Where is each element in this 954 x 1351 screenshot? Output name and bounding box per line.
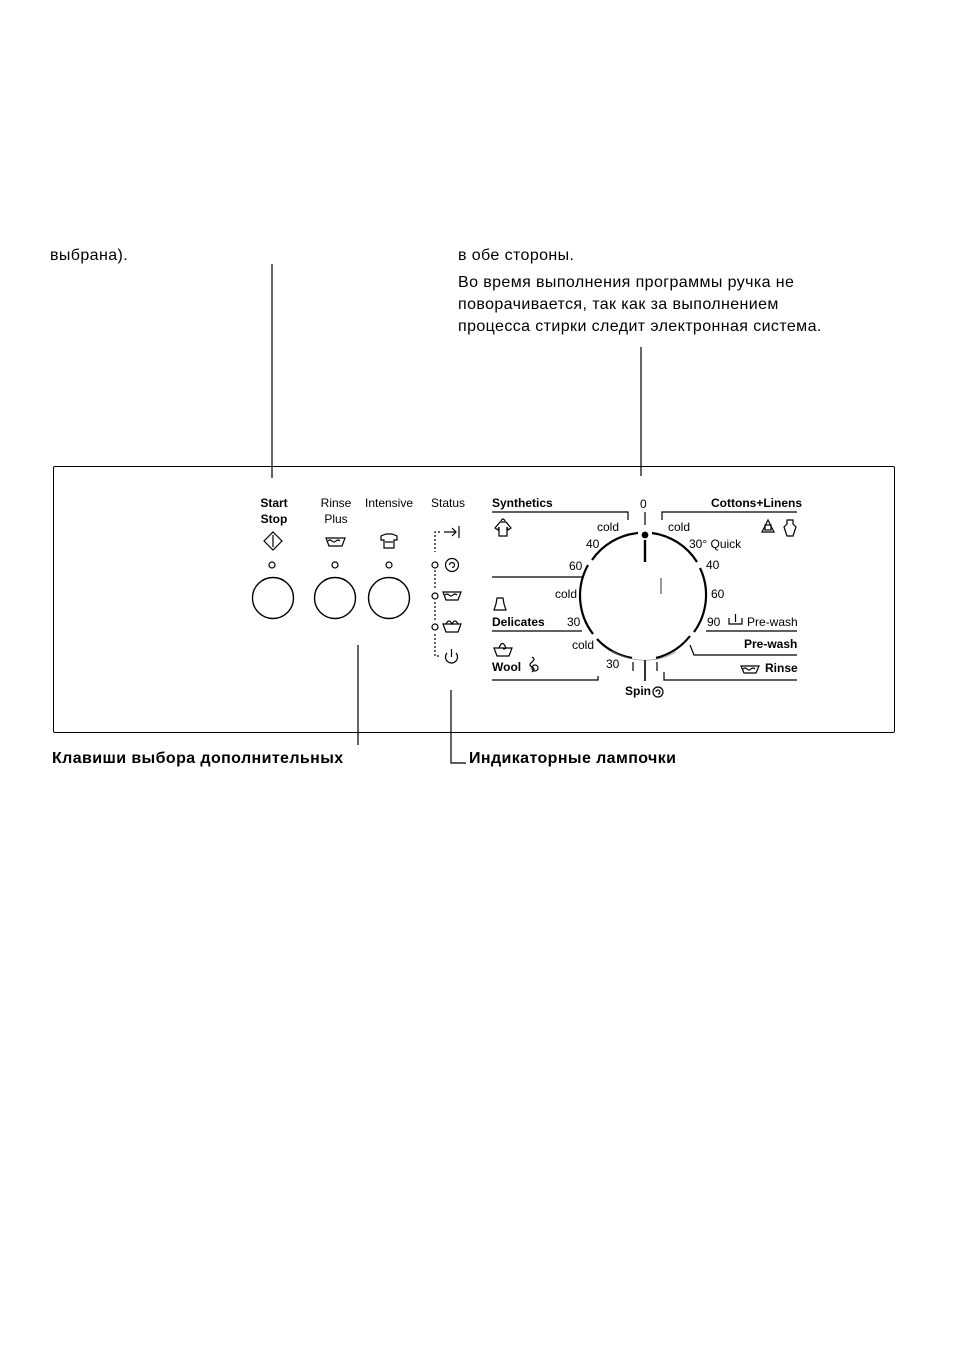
plus-label: Plus [324, 512, 348, 526]
intensive-label: Intensive [364, 496, 414, 510]
spin-icon [446, 559, 459, 572]
leader-line-indicators [451, 690, 466, 763]
spin-small-icon [653, 687, 663, 697]
synthetics-bracket [492, 512, 628, 520]
status-led-spin [432, 562, 438, 568]
wool-tub-icon [494, 643, 512, 656]
intensive-led [386, 562, 392, 568]
cot-60: 60 [711, 587, 725, 601]
dial-arc-synthetics [592, 533, 638, 560]
dial-arc-wool [597, 639, 632, 658]
rinse-small-icon [741, 666, 759, 673]
start-label: Start [260, 496, 288, 510]
wool-30: 30 [606, 657, 620, 671]
program-spin: Spin [625, 684, 651, 698]
rinse-label: Rinse [320, 496, 352, 510]
dress-icon [494, 598, 506, 610]
indicator-lamps-caption: Индикаторные лампочки [469, 750, 677, 767]
right-text-line: в обе стороны. [458, 247, 575, 264]
program-prewash: Pre-wash [744, 637, 798, 651]
right-para-line-1: Во время выполнения программы ручка не [458, 274, 795, 291]
status-led-rinse [432, 593, 438, 599]
dial-off-zero: 0 [640, 497, 647, 511]
rinse-led [332, 562, 338, 568]
dial-arc-cottons-lower [694, 568, 706, 632]
status-track-bottom [435, 634, 440, 656]
intensive-button[interactable] [369, 578, 410, 619]
start-stop-icon [264, 532, 282, 550]
start-led [269, 562, 275, 568]
del-cold: cold [555, 587, 578, 601]
rinse-tub-icon [443, 592, 461, 600]
end-arrow-icon [444, 526, 459, 538]
cottons-bracket [662, 512, 797, 520]
rinse-bracket [664, 672, 797, 680]
del-30: 30 [567, 615, 581, 629]
cot-40: 40 [706, 558, 720, 572]
stop-label: Stop [260, 512, 288, 526]
intensive-shirt-icon [381, 534, 397, 548]
wash-tub-icon [443, 621, 461, 632]
quick-30: 30° Quick [689, 537, 742, 551]
right-para-line-2: поворачивается, так как за выполнением [458, 296, 779, 313]
yarn-icon [530, 657, 538, 672]
syn-40: 40 [586, 537, 600, 551]
power-icon [445, 649, 457, 663]
program-cottons: Cottons+Linens [711, 496, 803, 510]
start-stop-button[interactable] [253, 578, 294, 619]
syn-60: 60 [569, 559, 583, 573]
right-para-line-3: процесса стирки следит электронная система. [458, 318, 822, 335]
option-keys-caption: Клавиши выбора дополнительных [52, 750, 344, 767]
cottons-icon [762, 520, 796, 536]
cot-cold: cold [668, 520, 691, 534]
cot-90: 90 [707, 615, 721, 629]
dial-pointer-dot [642, 532, 648, 538]
status-led-wash [432, 624, 438, 630]
rinse-plus-icon [326, 538, 345, 546]
synthetics-shirt-icon [495, 519, 511, 536]
program-synthetics: Synthetics [492, 496, 553, 510]
rinse-plus-button[interactable] [315, 578, 356, 619]
dial-arc-cottons-upper [652, 533, 697, 562]
syn-cold: cold [597, 520, 620, 534]
status-label: Status [430, 496, 466, 510]
dial-arc-delicates [580, 565, 593, 634]
program-delicates: Delicates [492, 615, 545, 629]
left-text-fragment: выбрана). [50, 247, 129, 264]
program-rinse: Rinse [765, 661, 798, 675]
status-track-top [435, 532, 440, 552]
prewash-icon [729, 614, 742, 624]
wool-bracket [492, 676, 598, 680]
prewash-bracket [690, 645, 797, 655]
prewash-option: Pre-wash [747, 615, 798, 629]
program-wool: Wool [492, 660, 522, 674]
wool-cold: cold [572, 638, 595, 652]
